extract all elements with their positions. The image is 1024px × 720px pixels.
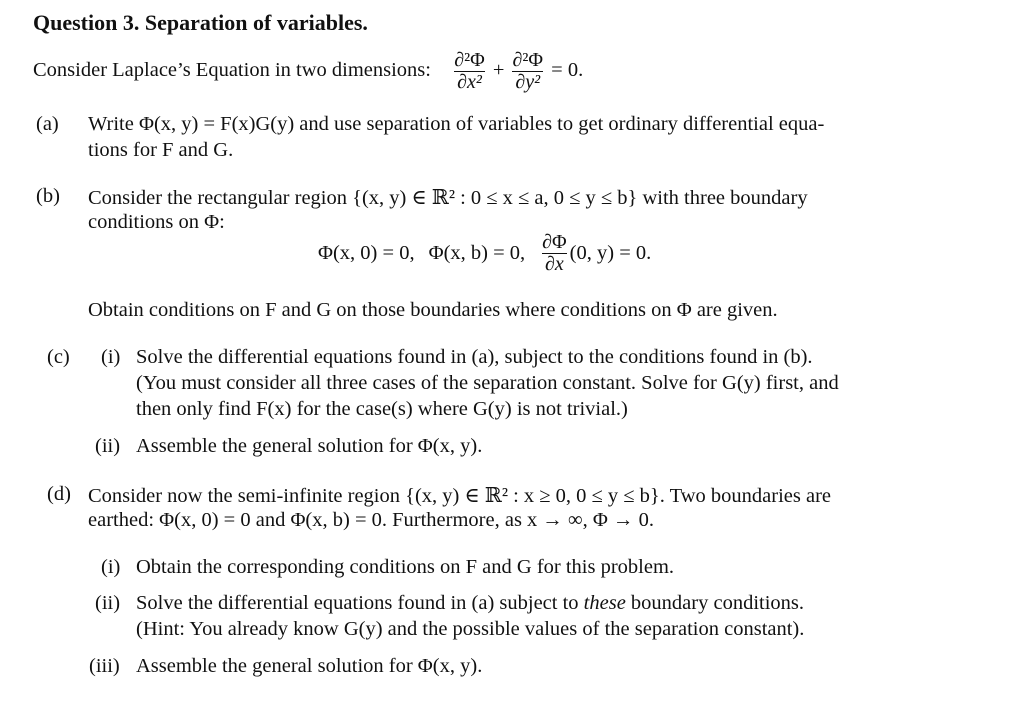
equals-zero: = 0. xyxy=(551,59,584,82)
part-d-iii-label: (iii) xyxy=(89,655,120,677)
part-d-ii-emphasis: these xyxy=(583,592,626,614)
frac-num-2: ∂²Φ xyxy=(512,49,544,71)
part-c-ii-label: (ii) xyxy=(95,435,121,457)
part-d-line-2: earthed: Φ(x, 0) = 0 and Φ(x, b) = 0. Furthermore, as x → ∞, Φ → 0. xyxy=(88,509,655,531)
intro-text: Consider Laplace’s Equation in two dimensions: xyxy=(33,59,431,82)
boundary-conditions xyxy=(318,232,651,275)
part-c-i-line-1: Solve the differential equations found in (a), subject to the conditions found in (b). xyxy=(136,346,813,368)
part-c-ii-line: Assemble the general solution for Φ(x, y). xyxy=(136,435,483,457)
dphi-dx-fraction xyxy=(539,232,570,275)
part-b-line-2: conditions on Φ: xyxy=(88,211,225,233)
d2phi-dx2-fraction xyxy=(451,50,488,93)
part-b-line-3: Obtain conditions on F and G on those boundaries where conditions on Φ are given. xyxy=(88,299,778,321)
bc-3-tail: (0, y) = 0. xyxy=(569,242,652,264)
part-b-label: (b) xyxy=(36,185,60,207)
part-d-line-1: Consider now the semi-infinite region {(x, y) ∈ ℝ² : x ≥ 0, 0 ≤ y ≤ b}. Two boundaries are xyxy=(88,485,832,507)
laplace-intro xyxy=(33,50,583,93)
part-c-label: (c) xyxy=(47,346,70,368)
d2phi-dy2-fraction xyxy=(510,50,547,93)
part-c-i-line-2: (You must consider all three cases of the separation constant. Solve for G(y) first, and xyxy=(136,372,839,394)
frac-den-x: ∂x² xyxy=(454,71,485,93)
part-d-ii-pre: Solve the differential equations found in (a) subject to xyxy=(136,592,579,614)
frac-num-1: ∂²Φ xyxy=(454,49,485,71)
dphi-num: ∂Φ xyxy=(542,231,567,253)
part-d-ii-line-2: (Hint: You already know G(y) and the possible values of the separation constant). xyxy=(136,618,805,640)
part-d-iii-line: Assemble the general solution for Φ(x, y). xyxy=(136,655,483,677)
part-a-line-2: tions for F and G. xyxy=(88,139,234,161)
bc-3 xyxy=(539,232,651,275)
bc-2: Φ(x, b) = 0, xyxy=(428,242,526,264)
frac-den-y: ∂y² xyxy=(512,71,543,93)
part-b-line-1: Consider the rectangular region {(x, y) ∈ ℝ² : 0 ≤ x ≤ a, 0 ≤ y ≤ b} with three boundary xyxy=(88,187,808,209)
part-d-ii-post: boundary conditions. xyxy=(630,592,805,614)
part-c-i-label: (i) xyxy=(101,346,121,368)
dx-den: ∂x xyxy=(542,253,567,275)
part-a-line-1: Write Φ(x, y) = F(x)G(y) and use separation of variables to get ordinary differential equa- xyxy=(88,113,825,135)
plus-sign: + xyxy=(492,59,505,82)
part-d-label: (d) xyxy=(47,483,71,505)
part-d-i-line: Obtain the corresponding conditions on F and G for this problem. xyxy=(136,556,675,578)
question-title: Question 3. Separation of variables. xyxy=(33,10,368,35)
bc-1: Φ(x, 0) = 0, xyxy=(318,242,415,264)
part-d-i-label: (i) xyxy=(101,556,121,578)
part-a-label: (a) xyxy=(36,113,59,135)
part-d-ii-label: (ii) xyxy=(95,592,121,614)
part-d-ii-line-1 xyxy=(136,592,804,615)
part-c-i-line-3: then only find F(x) for the case(s) where G(y) is not trivial.) xyxy=(136,398,628,420)
